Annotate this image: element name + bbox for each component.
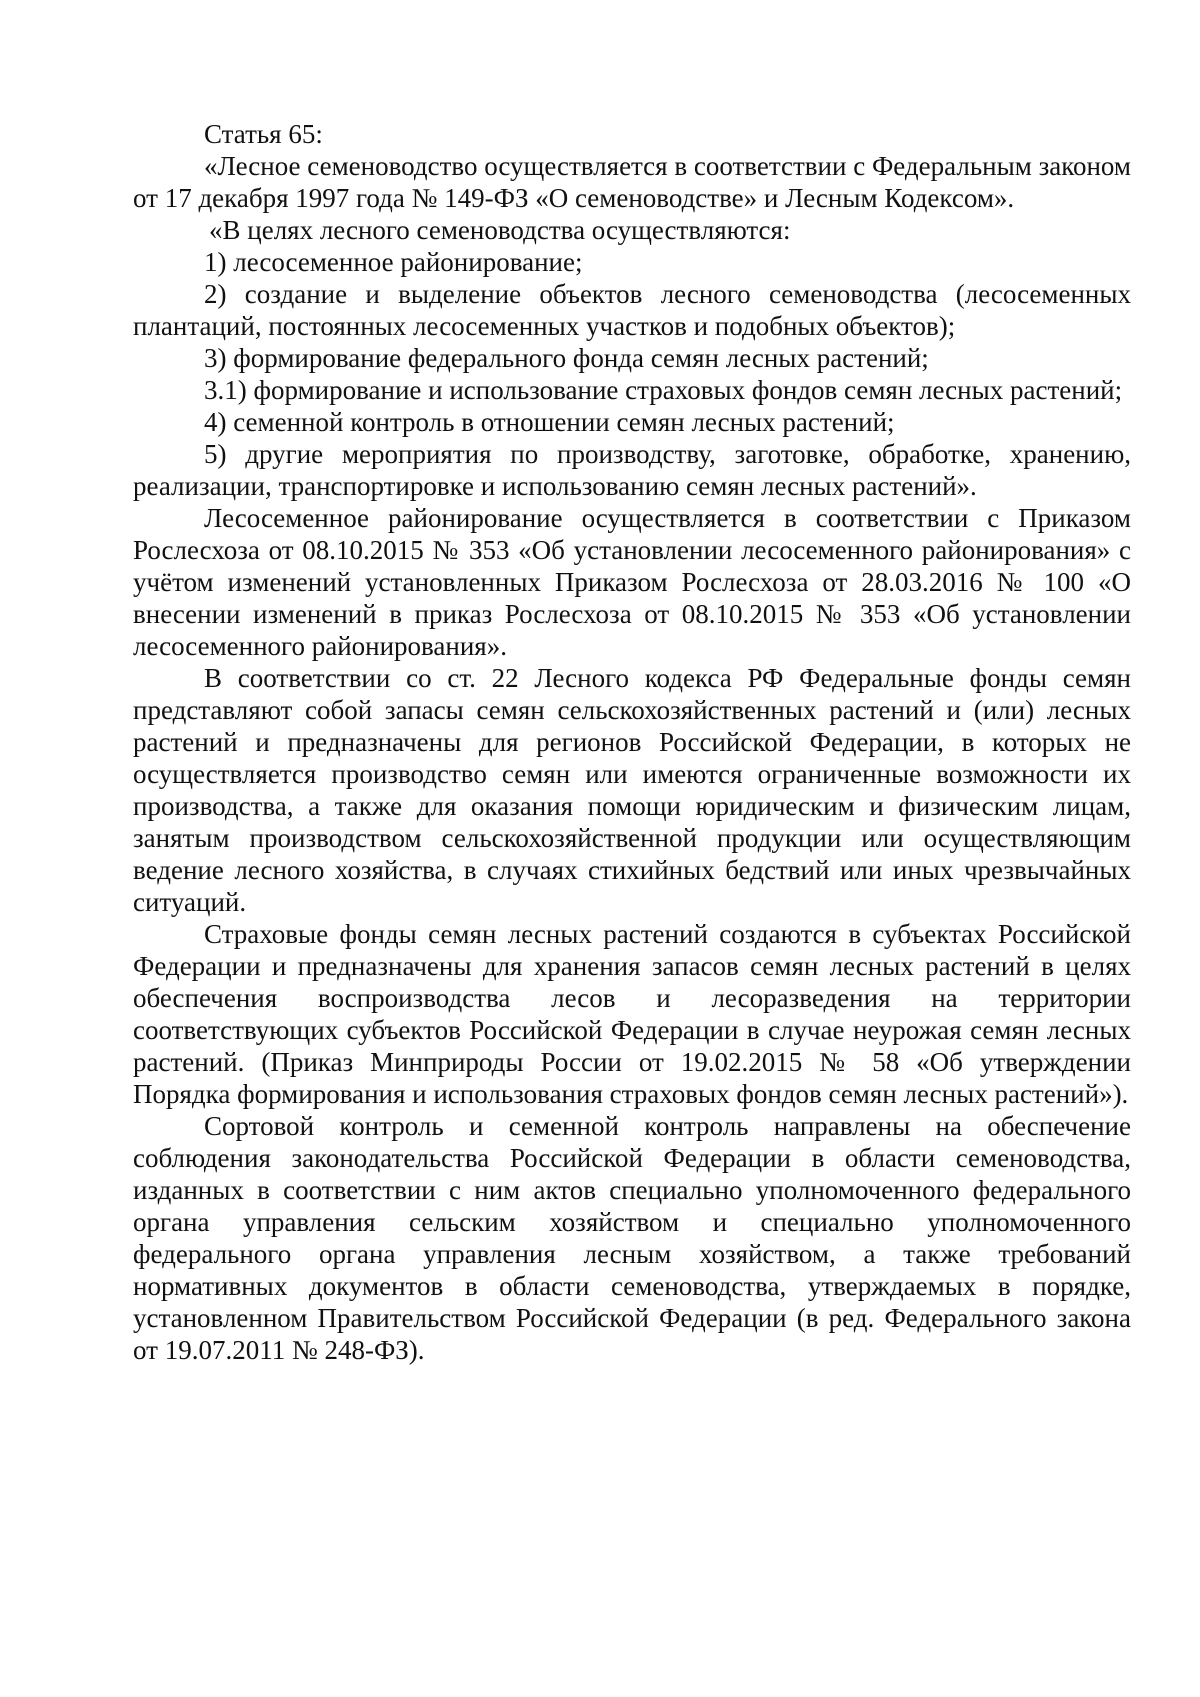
list-item-1: 1) лесосеменное районирование; (204, 247, 583, 277)
paragraph-seed-control: Сортовой контроль и семенной контроль направлены на обеспечение соблюдения законодательства Российской Федерации в области семеноводства, изданных в соответствии с ним актов специально уполномоченного федерального органа управления сельским хозяйством и специально уполномоченного федерального органа управления лесным хозяйством, а также требований нормативных документов в области семеноводства, утверждаемых в порядке, установленном Правительством Российской Федерации (в ред. Федерального закона от 19.07.2011 № 248-ФЗ). (133, 1111, 1131, 1365)
list-item-3: 3) формирование федерального фонда семян лесных растений; (204, 343, 929, 373)
paragraph-law-reference: «Лесное семеноводство осуществляется в соответствии с Федеральным законом от 17 декабря 1997 года № 149-ФЗ «О семеноводстве» и Лесным Кодексом». (133, 151, 1131, 213)
paragraph-zoning: Лесосеменное районирование осуществляется в соответствии с Приказом Рослесхоза от 08.10.2015 № 353 «Об установлении лесосеменного районирования» с учётом изменений установленных Приказом Рослесхоза от 28.03.2016 № 100 «О внесении изменений в приказ Рослесхоза от 08.10.2015 № 353 «Об установлении лесосеменного районирования». (133, 503, 1131, 661)
document-page (133, 118, 1131, 1366)
article-heading: Статья 65: (204, 119, 323, 149)
list-item-4: 4) семенной контроль в отношении семян лесных растений; (204, 407, 895, 437)
paragraph-activities-intro: «В целях лесного семеноводства осуществляются: (209, 215, 791, 245)
list-item-5: 5) другие мероприятия по производству, заготовке, обработке, хранению, реализации, транспортировке и использованию семян лесных растений». (133, 439, 1131, 501)
list-item-2: 2) создание и выделение объектов лесного семеноводства (лесосеменных плантаций, постоянных лесосеменных участков и подобных объектов); (133, 279, 1131, 341)
paragraph-insurance-funds: Страховые фонды семян лесных растений создаются в субъектах Российской Федерации и предназначены для хранения запасов семян лесных растений в целях обеспечения воспроизводства лесов и лесоразведения на территории соответствующих субъектов Российской Федерации в случае неурожая семян лесных растений. (Приказ Минприроды России от 19.02.2015 № 58 «Об утверждении Порядка формирования и использования страховых фондов семян лесных растений»). (133, 919, 1131, 1109)
paragraph-federal-funds: В соответствии со ст. 22 Лесного кодекса РФ Федеральные фонды семян представляют собой запасы семян сельскохозяйственных растений и (или) лесных растений и предназначены для регионов Российской Федерации, в которых не осуществляется производство семян или имеются ограниченные возможности их производства, а также для оказания помощи юридическим и физическим лицам, занятым производством сельскохозяйственной продукции или осуществляющим ведение лесного хозяйства, в случаях стихийных бедствий или иных чрезвычайных ситуаций. (133, 663, 1131, 917)
list-item-3-1: 3.1) формирование и использование страховых фондов семян лесных растений; (204, 375, 1123, 405)
